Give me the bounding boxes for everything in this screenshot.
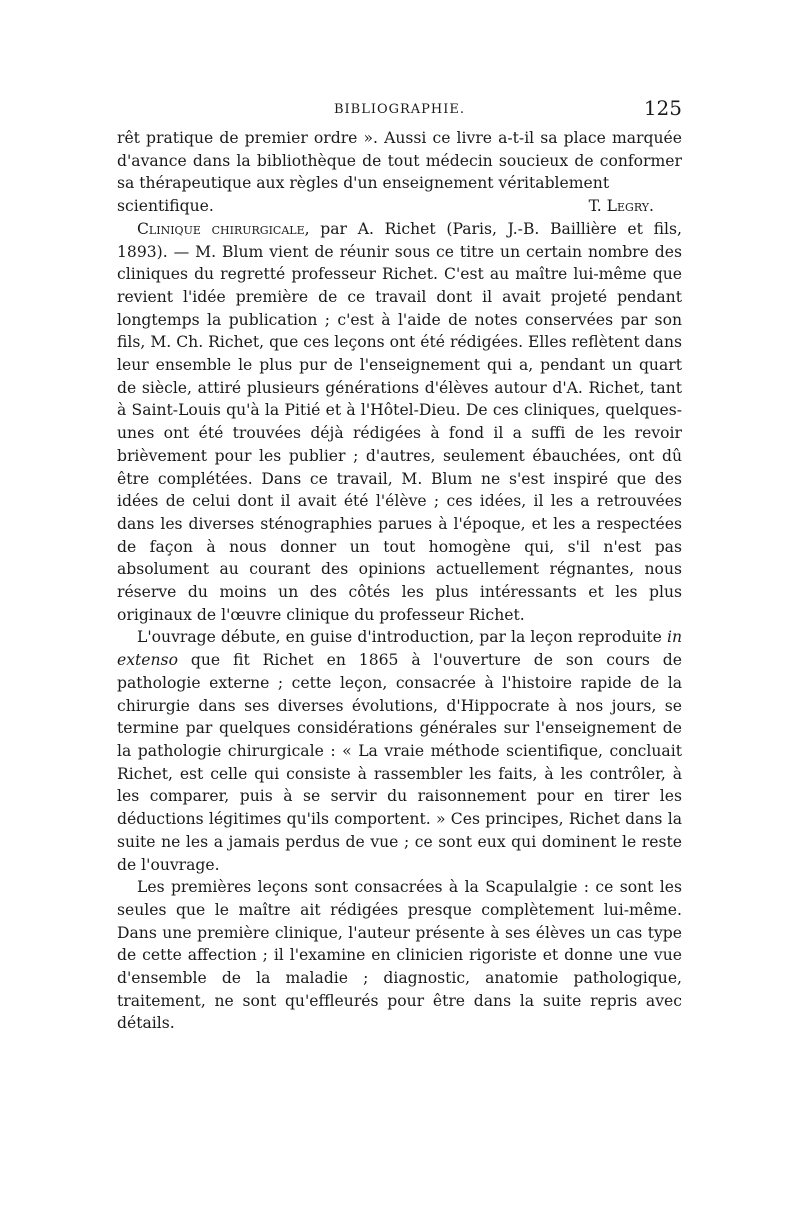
paragraph-1 xyxy=(117,127,682,195)
signature-line xyxy=(117,195,682,218)
paragraph-3 xyxy=(117,626,682,876)
running-title: BIBLIOGRAPHIE. xyxy=(333,102,466,117)
page-number: 125 xyxy=(643,96,682,120)
review-signature: T. Legry. xyxy=(588,197,654,216)
paragraph-3-start: L'ouvrage débute, en guise d'introduction, par la leçon reproduite xyxy=(137,628,662,647)
page-body xyxy=(117,127,682,1035)
paragraph-3-italic: in extenso xyxy=(117,628,682,670)
paragraph-4-text: Les premières leçons sont consacrées à la Scapulalgie : ce sont les seules que le maître ait rédigées presque complètement lui-même. Dans une première clinique, l'auteur présente à ses élèves un cas type de cette affection ; il l'examine en clinicien rigoriste et donne une vue d'ensemble de la maladie ; diagnostic, anatomie pathologique, traitement, ne sont qu'effleurés pour être dans la suite repris avec détails. xyxy=(117,878,682,1033)
paragraph-2-text: par A. Richet (Paris, J.-B. Baillière et fils, 1893). — M. Blum vient de réunir sous ce titre un certain nombre des cliniques du regretté professeur Richet. C'est au maître lui-même que revient l'idée première de ce travail dont il avait projeté pendant longtemps la publication ; c'est à l'aide de notes conservées par son fils, M. Ch. Richet, que ces leçons ont été rédigées. Elles reflètent dans leur ensemble le plus pur de l'enseignement qui a, pendant un quart de siècle, attiré plusieurs générations d'élèves autour d'A. Richet, tant à Saint-Louis qu'à la Pitié et à l'Hôtel-Dieu. De ces cliniques, quelques-unes ont été trouvées déjà rédigées à fond il a suffi de les revoir brièvement pour les publier ; d'autres, seulement ébauchées, ont dû être complétées. Dans ce travail, M. Blum ne s'est inspiré que des idées de celui dont il avait été l'élève ; ces idées, il les a retrouvées dans les diverses sténographies parues à l'époque, et les a respectées de façon à nous donner un tout homogène qui, s'il n'est pas absolument au courant des opinions actuellement régnantes, nous réserve du moins un des côtés les plus intéressants et les plus originaux de l'œuvre clinique du professeur Richet. xyxy=(117,219,682,624)
paragraph-4 xyxy=(117,876,682,1035)
page-header xyxy=(117,96,682,126)
paragraph-1-end: scientifique. xyxy=(117,197,214,216)
paragraph-1-text: rêt pratique de premier ordre ». Aussi ce livre a-t-il sa place marquée d'avance dans la bibliothèque de tout médecin soucieux de conformer sa thérapeutique aux règles d'un enseignement véritablement xyxy=(117,129,682,193)
paragraph-3-rest: que fit Richet en 1865 à l'ouverture de son cours de pathologie externe ; cette leçon, consacrée à l'histoire rapide de la chirurgie dans ses diverses évolutions, d'Hippocrate à nos jours, se termine par quelques considérations générales sur l'enseignement de la pathologie chirurgicale : « La vraie méthode scientifique, concluait Richet, est celle qui consiste à rassembler les faits, à les contrôler, à les comparer, puis à se servir du raisonnement pour en tirer les déductions légitimes qu'ils comportent. » Ces principes, Richet dans la suite ne les a jamais perdus de vue ; ce sont eux qui dominent le reste de l'ouvrage. xyxy=(117,651,682,874)
paragraph-2 xyxy=(117,218,682,627)
book-title: Clinique chirurgicale, xyxy=(137,219,310,238)
